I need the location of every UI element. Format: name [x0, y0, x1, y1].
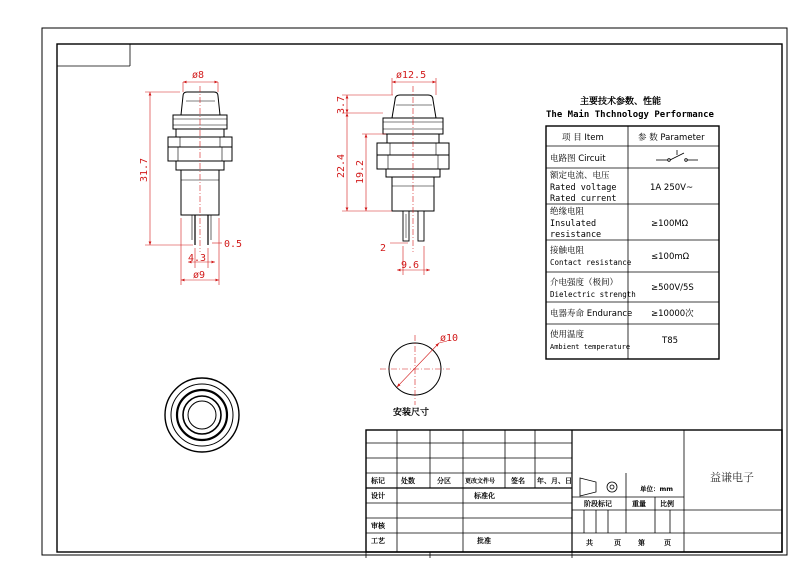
dim-left-top-diameter: ø8 [192, 70, 205, 81]
spec-row-param: ≥10000次 [651, 309, 694, 319]
tb-approve: 批准 [477, 537, 491, 545]
dim-right-top-diameter: ø12.5 [396, 70, 427, 81]
spec-row-param: T85 [662, 336, 679, 346]
dim-mount-hole: ø10 [440, 333, 459, 344]
spec-title-cn: 主要技术参数、性能 [580, 97, 662, 107]
dim-right-pin-offset: 2 [380, 243, 387, 254]
tb-sheet-label: 页 [614, 539, 621, 547]
tb-standardize: 标准化 [474, 492, 495, 500]
circuit-symbol-icon [656, 150, 698, 161]
spec-header-item: 项 目 Item [562, 133, 604, 143]
spec-row-item-line: Dielectric strength [550, 290, 636, 299]
spec-row-item-line: 绝缘电阻 [550, 207, 585, 217]
tb-unit: 单位：mm [640, 485, 674, 493]
tb-sheet-no: 第 [638, 539, 645, 547]
spec-row-item-line: 使用温度 [550, 330, 585, 340]
spec-row-item-line: 额定电流、电压 [550, 171, 610, 181]
dim-right-cap-height: 3.7 [336, 95, 347, 114]
title-block [366, 430, 782, 552]
front-view [165, 378, 239, 452]
spec-row-item-line: 电器寿命 Endurance [550, 309, 633, 319]
tb-col-label: 签名 [511, 477, 525, 485]
tb-design: 设计 [371, 492, 385, 500]
tb-stage-mark: 阶段标记 [584, 500, 612, 508]
spec-row-item-line: Rated current [550, 194, 617, 204]
tb-col-label: 分区 [437, 477, 451, 485]
dim-right-body-height: 19.2 [355, 159, 366, 184]
dim-left-pin-width: 0.5 [224, 239, 243, 250]
dim-right-total-height: 22.4 [336, 153, 347, 178]
tb-col-label: 年、月、日 [537, 477, 572, 485]
spec-row-item-line: 介电强度（极间） [550, 278, 619, 288]
spec-row-item-line: resistance [550, 230, 602, 240]
tb-weight: 重量 [632, 500, 646, 508]
spec-row-item-line: Ambient temperature [550, 343, 631, 351]
mounting-hole-view [380, 335, 450, 405]
spec-row-param: ≥500V/5S [651, 283, 694, 293]
tb-company: 益谦电子 [710, 471, 754, 484]
tb-sheets-total: 共 [586, 539, 593, 547]
dim-left-base-diameter: ø9 [193, 270, 206, 281]
tb-col-label: 处数 [401, 477, 415, 485]
spec-title-en: The Main Thchnology Performance [546, 110, 714, 120]
spec-row-param: 1A 250V~ [650, 183, 694, 193]
tb-col-label: 标记 [371, 477, 385, 485]
spec-header-param: 参 数 Parameter [638, 133, 705, 143]
dim-left-pin-spacing: 4.3 [188, 253, 207, 264]
spec-row-item-line: Insulated [550, 219, 597, 229]
tb-sheet-label-2: 页 [664, 539, 671, 547]
tb-process: 工艺 [371, 537, 385, 545]
spec-row-item-line: 接触电阻 [550, 246, 585, 256]
dim-left-height: 31.7 [139, 157, 150, 182]
spec-row-item-line: 电路图 Circuit [550, 154, 606, 164]
tb-scale: 比例 [660, 500, 674, 508]
tb-review: 审核 [371, 522, 385, 530]
projection-symbol-icon [580, 478, 617, 496]
spec-row-param: ≤100mΩ [651, 252, 690, 262]
spec-row-param: ≥100MΩ [651, 219, 689, 229]
spec-row-item-line: Contact resistance [550, 258, 632, 267]
spec-row-item-line: Rated voltage [550, 183, 617, 193]
dim-right-pin-spacing: 9.6 [401, 260, 420, 271]
tb-col-label: 更改文件号 [465, 478, 496, 485]
mounting-size-label: 安装尺寸 [393, 408, 430, 418]
